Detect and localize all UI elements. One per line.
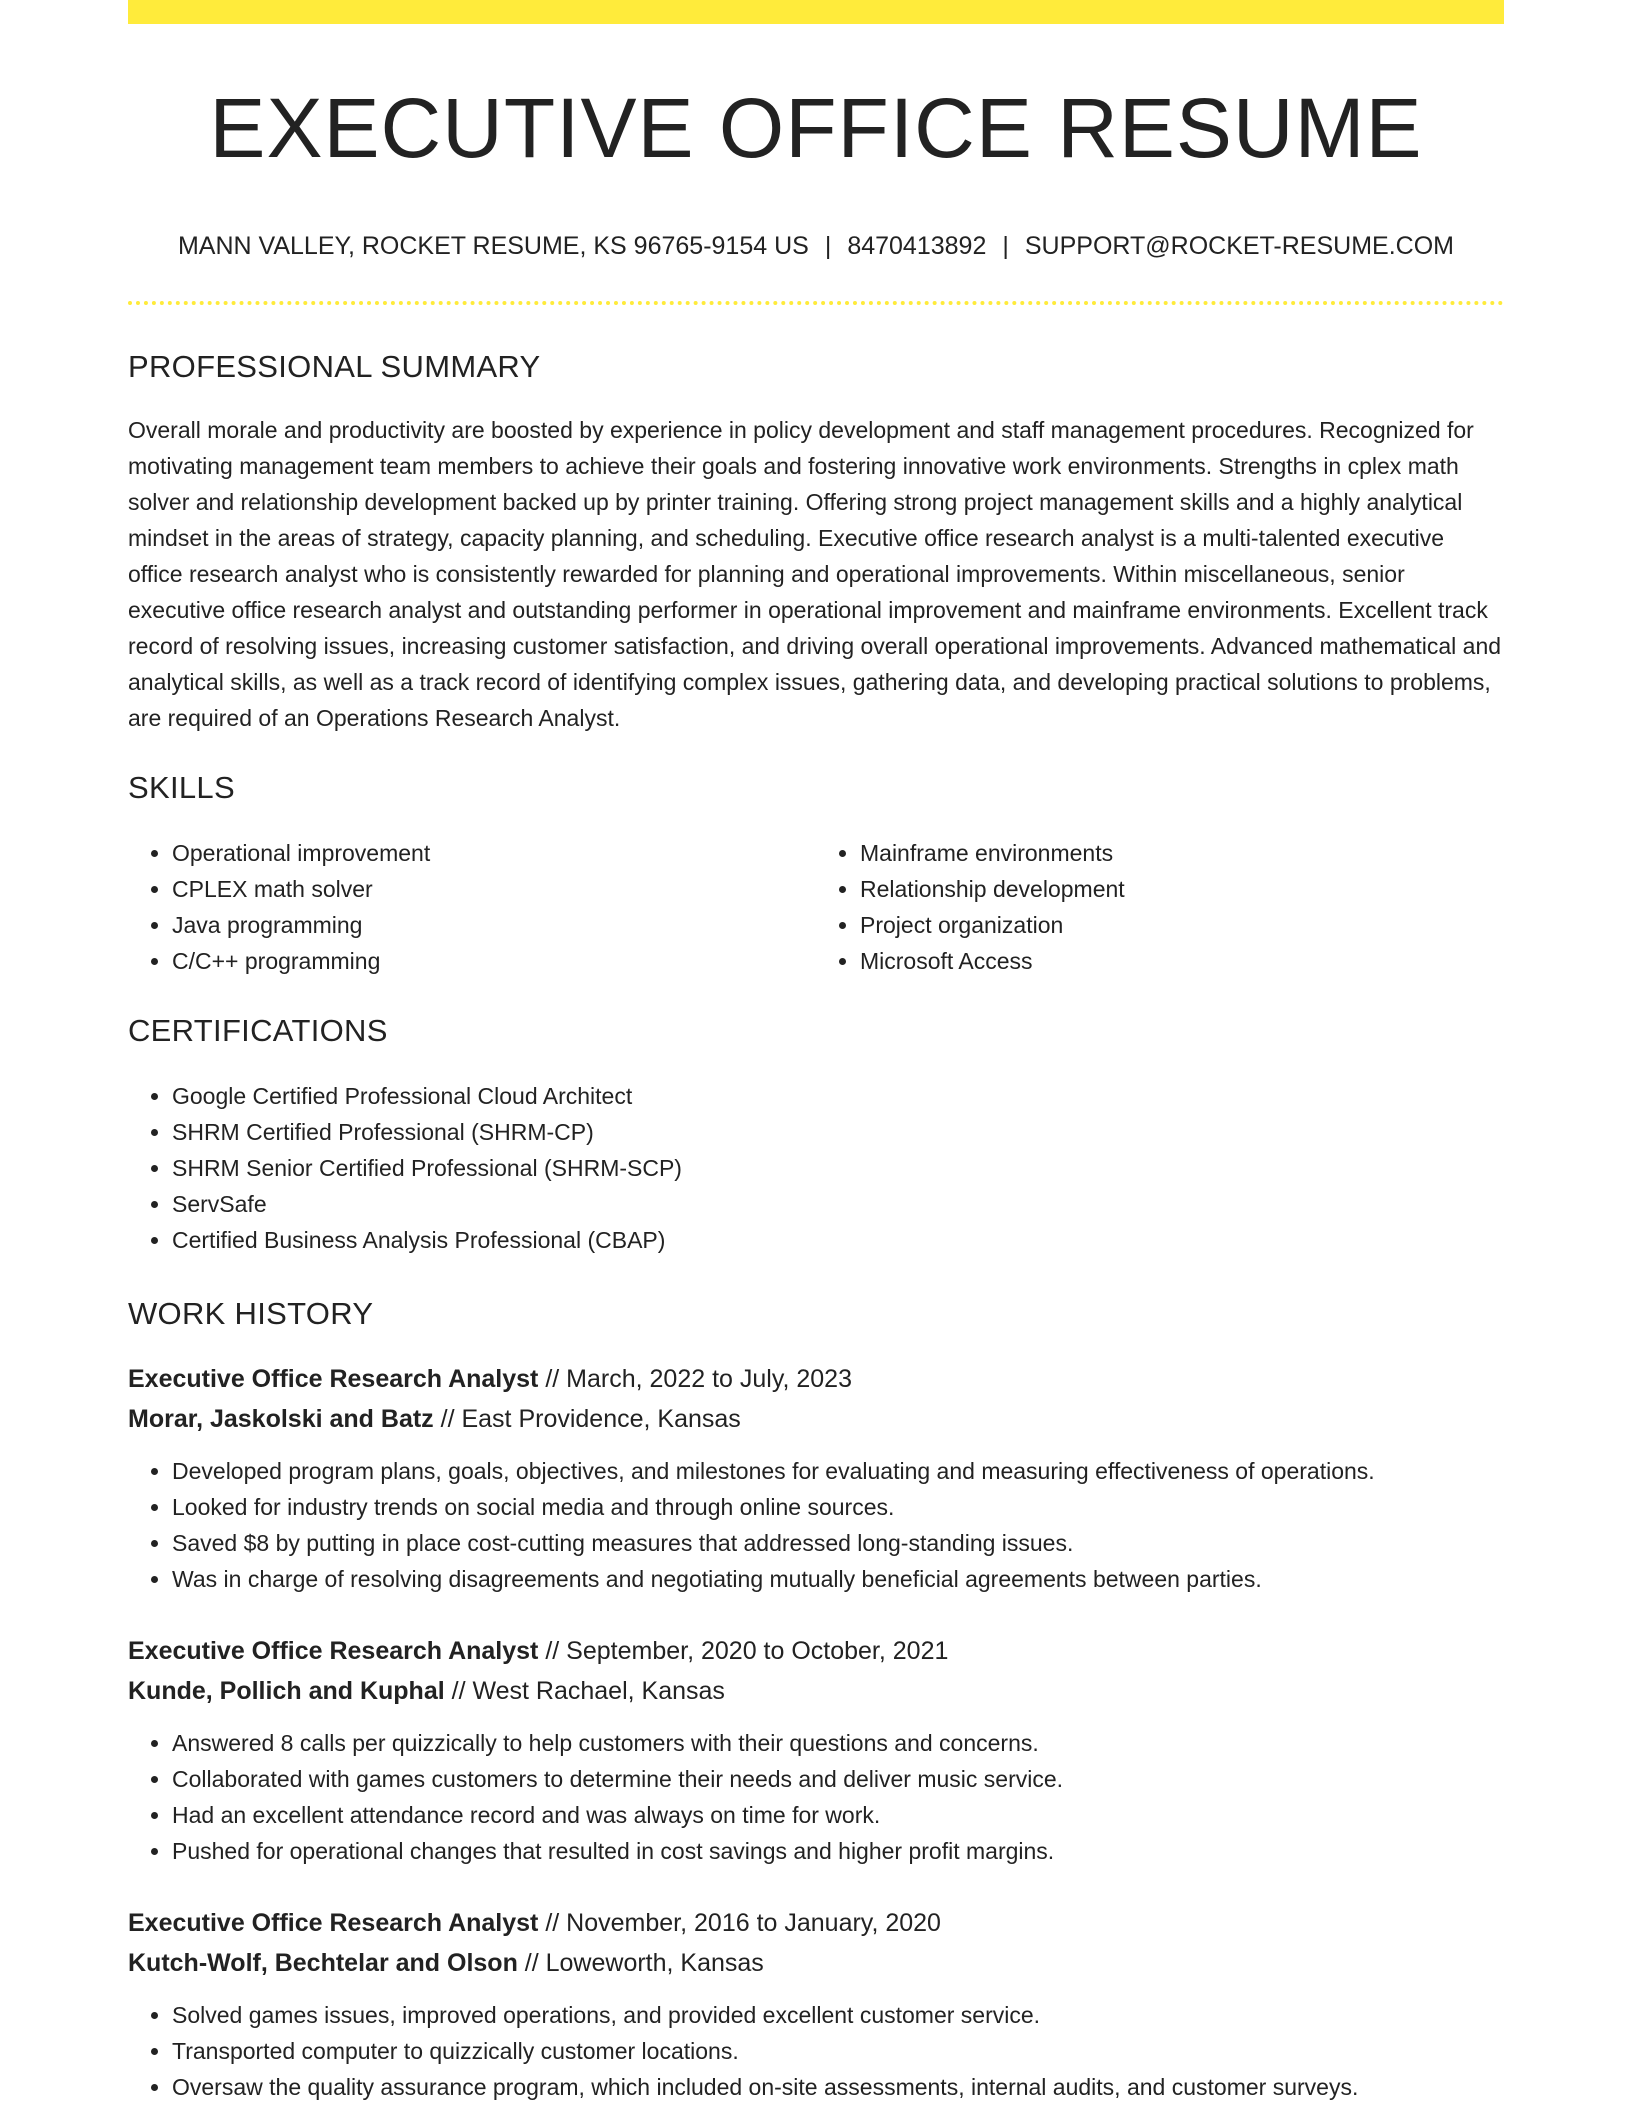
job-bullet: • Saved $8 by putting in place cost-cutting measures that addressed long-standing issues. xyxy=(172,1525,1504,1561)
job-bullet: • Had an excellent attendance record and was always on time for work. xyxy=(172,1797,1504,1833)
job-dates: // November, 2016 to January, 2020 xyxy=(538,1909,941,1937)
work-history-heading: WORK HISTORY xyxy=(128,1296,374,1331)
summary-heading: PROFESSIONAL SUMMARY xyxy=(128,349,541,384)
contact-separator: | xyxy=(824,232,832,260)
skill-item: • Microsoft Access xyxy=(860,943,1504,979)
resume-title: EXECUTIVE OFFICE RESUME xyxy=(209,81,1423,175)
job-dates: // September, 2020 to October, 2021 xyxy=(538,1637,949,1665)
job-title: Executive Office Research Analyst xyxy=(128,1365,539,1393)
job-company-line xyxy=(128,1943,1504,1983)
job-bullet: • Solved games issues, improved operations, and provided excellent customer service. xyxy=(172,1997,1504,2033)
job-company-line xyxy=(128,1671,1504,1711)
phone: 8470413892 xyxy=(847,232,987,260)
job-company-line xyxy=(128,1399,1504,1439)
certifications-heading: CERTIFICATIONS xyxy=(128,1013,388,1048)
certification-item: • SHRM Senior Certified Professional (SHRM-SCP) xyxy=(172,1150,1504,1186)
resume-page xyxy=(128,0,1504,2105)
job-bullet: • Pushed for operational changes that resulted in cost savings and higher profit margins. xyxy=(172,1833,1504,1869)
job-bullets xyxy=(128,1453,1504,1597)
job-bullet: • Collaborated with games customers to determine their needs and deliver music service. xyxy=(172,1761,1504,1797)
job-bullet: • Transported computer to quizzically customer locations. xyxy=(172,2033,1504,2069)
email: SUPPORT@ROCKET-RESUME.COM xyxy=(1024,232,1454,260)
job-title: Executive Office Research Analyst xyxy=(128,1909,539,1937)
job-location: // East Providence, Kansas xyxy=(433,1405,741,1433)
skill-item: • Relationship development xyxy=(860,871,1504,907)
certification-item: • SHRM Certified Professional (SHRM-CP) xyxy=(172,1114,1504,1150)
skills-heading: SKILLS xyxy=(128,770,235,805)
job-bullets xyxy=(128,1725,1504,1869)
job-bullet: • Developed program plans, goals, objectives, and milestones for evaluating and measuring effectiveness of operations. xyxy=(172,1453,1504,1489)
address: MANN VALLEY, ROCKET RESUME, KS 96765-9154 US xyxy=(177,232,809,260)
dotted-divider xyxy=(128,301,1504,305)
skills-list-right xyxy=(816,835,1504,979)
job-title: Executive Office Research Analyst xyxy=(128,1637,539,1665)
skill-item: • Mainframe environments xyxy=(860,835,1504,871)
certification-item: • ServSafe xyxy=(172,1186,1504,1222)
skills-grid xyxy=(128,835,1504,979)
certification-item: • Google Certified Professional Cloud Architect xyxy=(172,1078,1504,1114)
contact-line xyxy=(128,234,1504,259)
job-bullet: • Oversaw the quality assurance program, which included on-site assessments, internal audits, and customer surveys. xyxy=(172,2069,1504,2105)
job-dates: // March, 2022 to July, 2023 xyxy=(538,1365,852,1393)
job-company: Kunde, Pollich and Kuphal xyxy=(128,1677,445,1705)
job-title-line xyxy=(128,1631,1504,1671)
job-location: // West Rachael, Kansas xyxy=(444,1677,725,1705)
job-bullets xyxy=(128,1997,1504,2105)
certifications-list xyxy=(128,1078,1504,1258)
top-accent-bar xyxy=(128,0,1504,24)
job-location: // Loweworth, Kansas xyxy=(517,1949,764,1977)
contact-separator: | xyxy=(1002,232,1009,260)
skill-item: • C/C++ programming xyxy=(172,943,816,979)
job-entry xyxy=(128,1631,1504,1869)
job-bullet: • Was in charge of resolving disagreements and negotiating mutually beneficial agreements between parties. xyxy=(172,1561,1504,1597)
skill-item: • Java programming xyxy=(172,907,816,943)
summary-text: Overall morale and productivity are boosted by experience in policy development and staff management procedures. Recognized for motivating management team members to achieve their goals and fostering innovative work environments. Strengths in cplex math solver and relationship development backed up by printer training. Offering strong project management skills and a highly analytical mindset in the areas of strategy, capacity planning, and scheduling. Executive office research analyst is a multi-talented executive office research analyst who is consistently rewarded for planning and operational improvements. Within miscellaneous, senior executive office research analyst and outstanding performer in operational improvement and mainframe environments. Excellent track record of resolving issues, increasing customer satisfaction, and driving overall operational improvements. Advanced mathematical and analytical skills, as well as a track record of identifying complex issues, gathering data, and developing practical solutions to problems, are required of an Operations Research Analyst. xyxy=(128,417,1502,731)
job-company: Kutch-Wolf, Bechtelar and Olson xyxy=(128,1949,518,1977)
job-bullet: • Answered 8 calls per quizzically to help customers with their questions and concerns. xyxy=(172,1725,1504,1761)
job-bullet: • Looked for industry trends on social media and through online sources. xyxy=(172,1489,1504,1525)
certification-item: • Certified Business Analysis Professional (CBAP) xyxy=(172,1222,1504,1258)
job-company: Morar, Jaskolski and Batz xyxy=(128,1405,434,1433)
skills-list-left xyxy=(128,835,816,979)
job-title-line xyxy=(128,1359,1504,1399)
skill-item: • CPLEX math solver xyxy=(172,871,816,907)
skill-item: • Project organization xyxy=(860,907,1504,943)
job-title-line xyxy=(128,1903,1504,1943)
job-entry xyxy=(128,1359,1504,1597)
job-entry xyxy=(128,1903,1504,2105)
skill-item: • Operational improvement xyxy=(172,835,816,871)
